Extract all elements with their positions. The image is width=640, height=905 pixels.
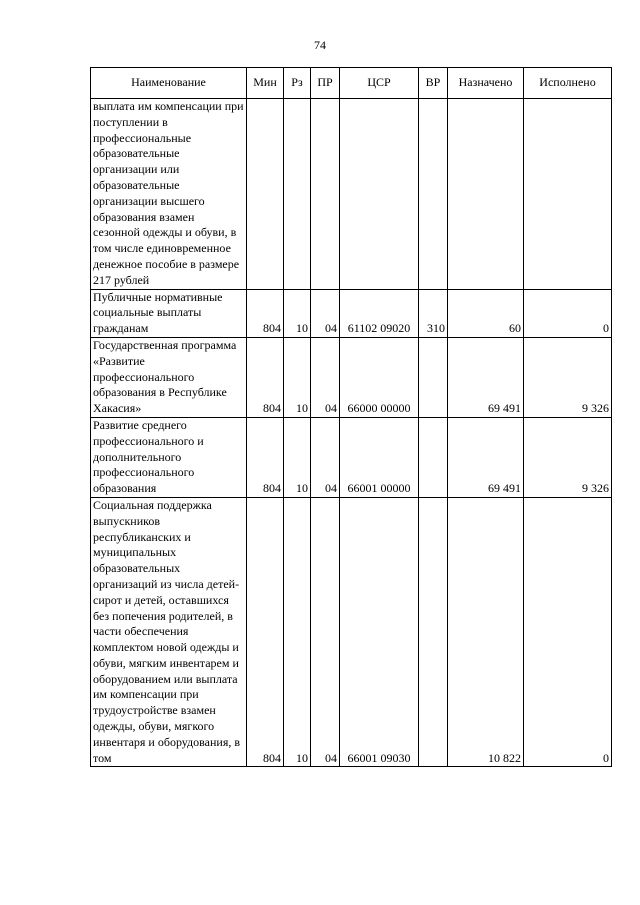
table-row	[91, 289, 612, 337]
cell-csr: 66001 09030	[340, 497, 419, 767]
table-row	[91, 417, 612, 497]
cell-pr	[311, 99, 340, 290]
cell-csr: 66001 00000	[340, 417, 419, 497]
cell-assigned: 69 491	[448, 337, 524, 417]
cell-pr: 04	[311, 289, 340, 337]
cell-csr	[340, 99, 419, 290]
cell-min: 804	[247, 497, 284, 767]
header-name: Наименование	[91, 68, 247, 99]
cell-name: Публичные нормативные социальные выплаты гражданам	[91, 289, 247, 337]
table-row	[91, 337, 612, 417]
cell-executed: 0	[524, 497, 612, 767]
table-row	[91, 99, 612, 290]
cell-name: выплата им компенсации при поступлении в профессиональные образовательные организации или образовательные организации высшего образования взамен сезонной одежды и обуви, в том числе единовременное денежное пособие в размере 217 рублей	[91, 99, 247, 290]
cell-assigned: 69 491	[448, 417, 524, 497]
cell-pr: 04	[311, 417, 340, 497]
cell-min: 804	[247, 337, 284, 417]
cell-vr	[419, 497, 448, 767]
cell-vr	[419, 337, 448, 417]
cell-vr	[419, 417, 448, 497]
cell-assigned	[448, 99, 524, 290]
header-min: Мин	[247, 68, 284, 99]
cell-rz: 10	[284, 417, 311, 497]
cell-executed: 9 326	[524, 417, 612, 497]
header-executed: Исполнено	[524, 68, 612, 99]
cell-min: 804	[247, 417, 284, 497]
header-vr: ВР	[419, 68, 448, 99]
cell-rz: 10	[284, 497, 311, 767]
cell-csr: 61102 09020	[340, 289, 419, 337]
cell-executed	[524, 99, 612, 290]
budget-table	[90, 67, 612, 767]
header-assigned: Назначено	[448, 68, 524, 99]
cell-assigned: 10 822	[448, 497, 524, 767]
cell-rz: 10	[284, 289, 311, 337]
cell-assigned: 60	[448, 289, 524, 337]
cell-min	[247, 99, 284, 290]
table-header-row	[91, 68, 612, 99]
cell-name: Государственная программа «Развитие профессионального образования в Республике Хакасия»	[91, 337, 247, 417]
cell-executed: 9 326	[524, 337, 612, 417]
cell-rz: 10	[284, 337, 311, 417]
cell-rz	[284, 99, 311, 290]
cell-executed: 0	[524, 289, 612, 337]
header-pr: ПР	[311, 68, 340, 99]
cell-vr: 310	[419, 289, 448, 337]
cell-pr: 04	[311, 497, 340, 767]
cell-pr: 04	[311, 337, 340, 417]
cell-name: Социальная поддержка выпускников республиканских и муниципальных образовательных организаций из числа детей-сирот и детей, оставшихся без попечения родителей, в части обеспечения комплектом новой одежды и обуви, мягким инвентарем и оборудованием или выплата им компенсации при трудоустройстве взамен одежды, обуви, мягкого инвентаря и оборудования, в том	[91, 497, 247, 767]
cell-csr: 66000 00000	[340, 337, 419, 417]
table-row	[91, 497, 612, 767]
header-csr: ЦСР	[340, 68, 419, 99]
page-number: 74	[314, 38, 326, 52]
cell-min: 804	[247, 289, 284, 337]
cell-name: Развитие среднего профессионального и дополнительного профессионального образования	[91, 417, 247, 497]
header-rz: Рз	[284, 68, 311, 99]
cell-vr	[419, 99, 448, 290]
